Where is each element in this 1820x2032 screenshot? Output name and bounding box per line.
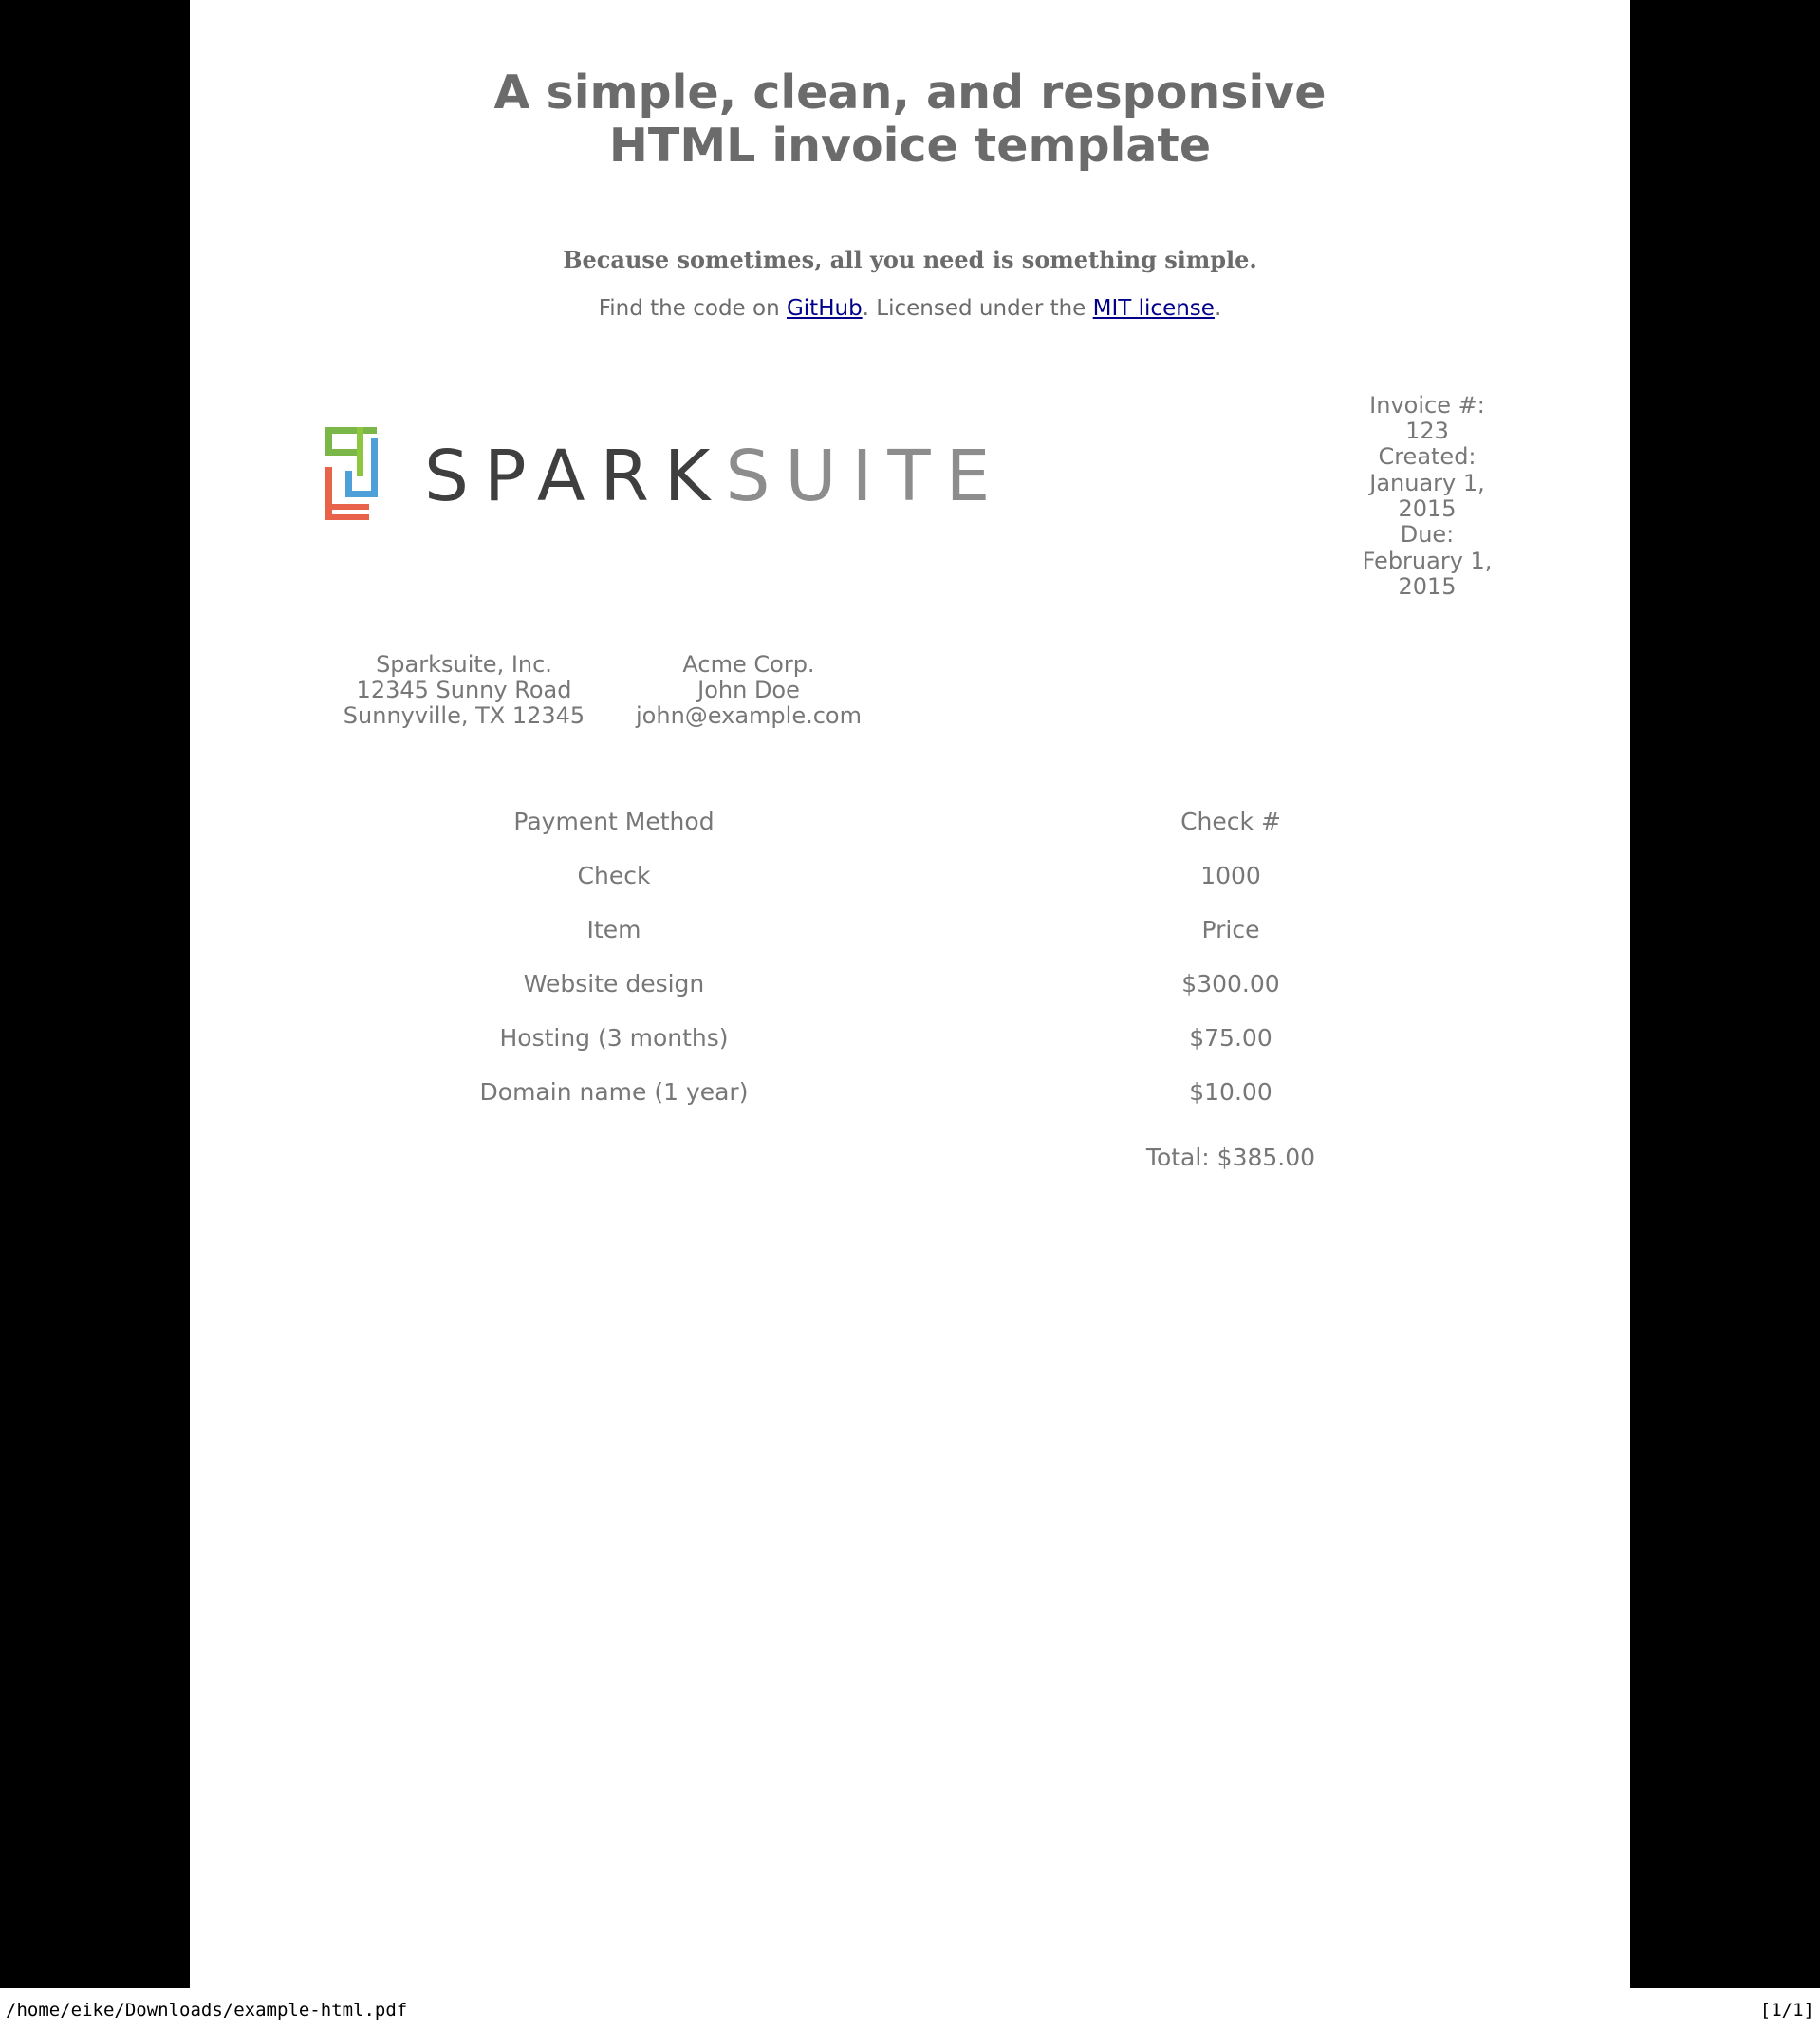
mit-license-link[interactable]: MIT license xyxy=(1092,295,1215,321)
sparksuite-logo-mark-icon xyxy=(322,425,396,528)
buyer-company: Acme Corp. xyxy=(682,650,815,678)
table-row xyxy=(293,794,1527,848)
table-row-total xyxy=(293,1119,1527,1184)
invoice-header xyxy=(293,385,1527,601)
sparksuite-wordmark xyxy=(424,436,1005,517)
pdf-page xyxy=(190,0,1630,1988)
invoice-due-value-line2: 2015 xyxy=(1398,573,1457,601)
buyer-email: john@example.com xyxy=(636,702,862,730)
findcode-prefix: Find the code on xyxy=(598,295,787,321)
item-price: $75.00 xyxy=(1189,1023,1272,1052)
table-row xyxy=(293,957,1527,1011)
tagline: Because sometimes, all you need is something simple. xyxy=(563,245,1257,273)
seller-address xyxy=(322,652,606,730)
seller-name: Sparksuite, Inc. xyxy=(376,650,552,678)
page-title-line2: HTML invoice template xyxy=(608,119,1212,174)
item-price: $300.00 xyxy=(1181,969,1280,997)
item-name: Hosting (3 months) xyxy=(499,1023,729,1052)
wordmark-suite: SUITE xyxy=(725,435,1006,517)
wordmark-spark: SPARK xyxy=(424,435,726,517)
table-row xyxy=(293,848,1527,903)
item-column-header: Item xyxy=(586,915,641,943)
table-row xyxy=(293,903,1527,957)
total-spacer xyxy=(293,1119,935,1184)
page-title xyxy=(293,66,1527,174)
find-the-code-line xyxy=(293,296,1527,321)
status-bar xyxy=(0,1988,1820,2032)
invoice-number-value: 123 xyxy=(1405,418,1449,445)
invoice-due-label: Due: xyxy=(1400,521,1455,549)
findcode-suffix: . xyxy=(1214,295,1222,321)
invoice-total: Total: $385.00 xyxy=(1145,1143,1316,1171)
address-row xyxy=(293,652,1527,730)
invoice-created-value-line1: January 1, xyxy=(1369,469,1485,496)
buyer-address xyxy=(606,652,891,730)
payment-method-header: Payment Method xyxy=(513,807,715,835)
invoice-meta xyxy=(1337,385,1527,601)
sparksuite-logo xyxy=(293,385,1005,528)
invoice-created-label: Created: xyxy=(1378,443,1476,471)
github-link[interactable]: GitHub xyxy=(786,295,863,321)
page-indicator: [1/1] xyxy=(1759,2000,1814,2021)
buyer-contact: John Doe xyxy=(697,676,800,703)
invoice-due-value-line1: February 1, xyxy=(1362,547,1493,574)
findcode-middle: . Licensed under the xyxy=(862,295,1093,321)
invoice-created-value-line2: 2015 xyxy=(1398,495,1457,523)
item-price: $10.00 xyxy=(1189,1077,1272,1106)
price-column-header: Price xyxy=(1201,915,1260,943)
invoice-number-label: Invoice #: xyxy=(1369,391,1485,419)
invoice xyxy=(293,385,1527,1184)
file-path: /home/eike/Downloads/example-html.pdf xyxy=(6,2000,408,2021)
payment-method-value: Check xyxy=(577,861,651,889)
seller-street: 12345 Sunny Road xyxy=(356,676,572,703)
table-row xyxy=(293,1065,1527,1119)
table-row xyxy=(293,1011,1527,1065)
invoice-table xyxy=(293,794,1527,1184)
check-number-header: Check # xyxy=(1180,807,1281,835)
page-title-line1: A simple, clean, and responsive xyxy=(493,65,1327,120)
item-name: Website design xyxy=(523,969,705,997)
check-number-value: 1000 xyxy=(1200,861,1261,889)
seller-city: Sunnyville, TX 12345 xyxy=(343,702,585,730)
item-name: Domain name (1 year) xyxy=(479,1077,749,1106)
